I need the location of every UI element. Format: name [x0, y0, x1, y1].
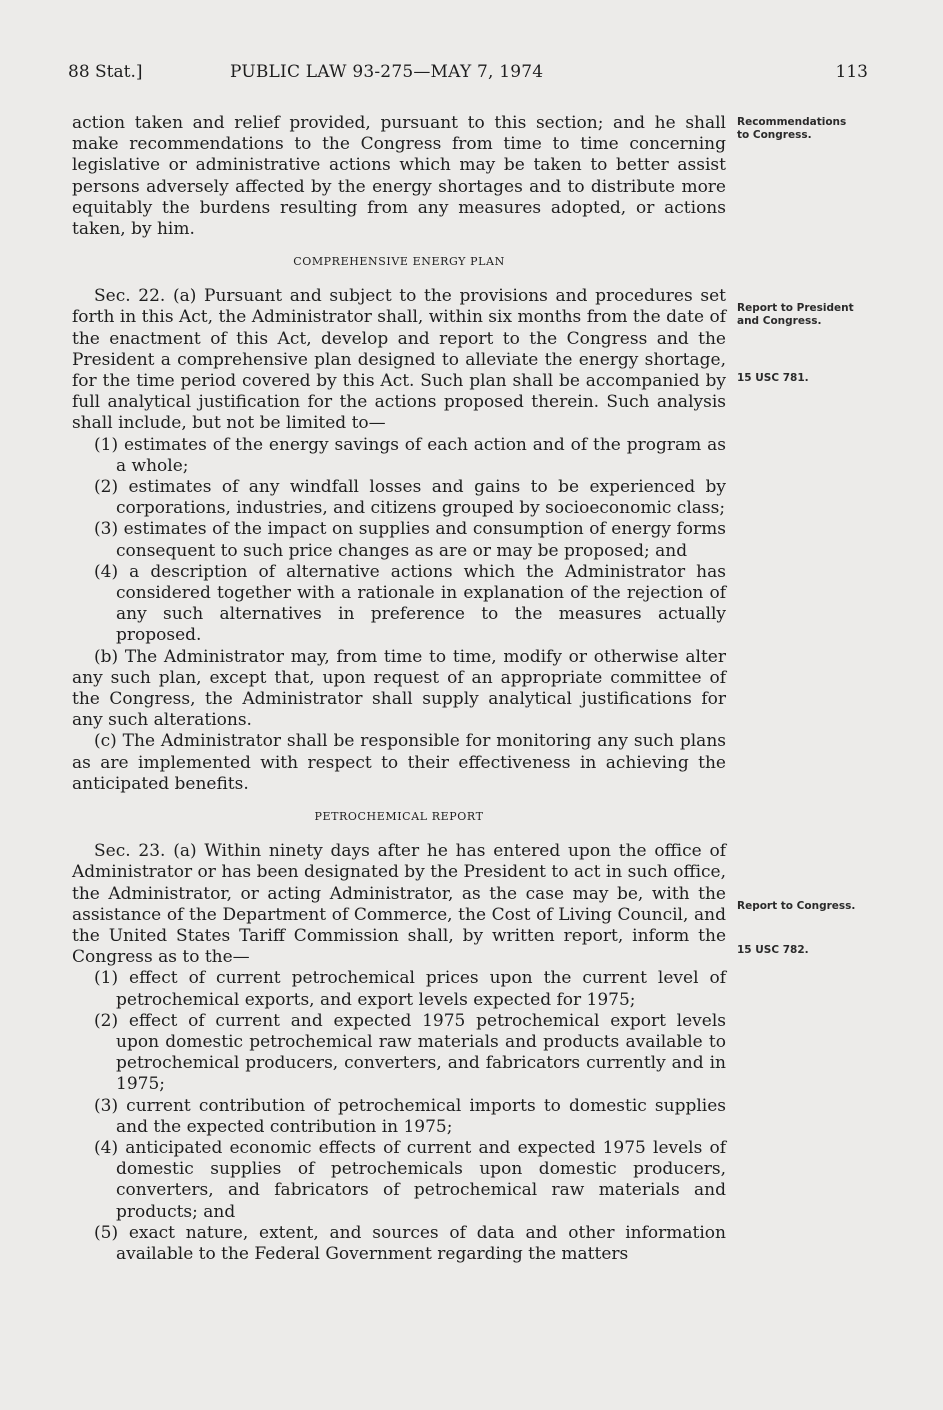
list-item: (1) effect of current petrochemical prices upon the current level of petrochemical exports, and export levels expected for 1975; [94, 968, 726, 1010]
paragraph-sec22-b: (b) The Administrator may, from time to time, modify or otherwise alter any such plan, except that, upon request of an appropriate committee of the Congress, the Administrator shall supply analytical justifications for any such alterations. [72, 646, 726, 731]
header-title: PUBLIC LAW 93-275—MAY 7, 1974 [230, 62, 544, 82]
paragraph-intro: action taken and relief provided, pursuant to this section; and he shall make recommendations to the Congress from time to time concerning legislative or administrative actions which may be taken to better assist persons adversely affected by the energy shortages and to distribute more equitably the burdens resulting from any measures adopted, or actions taken, by him. [72, 113, 726, 240]
statute-reference: 88 Stat.] [68, 62, 143, 82]
paragraph-sec23-a: Sec. 23. (a) Within ninety days after he has entered upon the office of Administrator or has been designated by the President to act in such office, the Administrator, or acting Administrator, as the case may be, with the assistance of the Department of Commerce, the Cost of Living Council, and the United States Tariff Commission shall, by written report, inform the Congress as to the— [72, 841, 726, 968]
paragraph-sec22-a: Sec. 22. (a) Pursuant and subject to the provisions and procedures set forth in this Act, the Administrator shall, within six months from the date of the enactment of this Act, develop and report to the Congress and the President a comprehensive plan designed to alleviate the energy shortage, for the time period covered by this Act. Such plan shall be accompanied by full analytical justification for the actions proposed therein. Such analysis shall include, but not be limited to— [72, 286, 726, 434]
margin-note-report-president: Report to President and Congress. [737, 302, 854, 327]
paragraph-sec22-c: (c) The Administrator shall be responsible for monitoring any such plans as are implemented with respect to their effectiveness in achieving the anticipated benefits. [72, 731, 726, 794]
margin-note-recommendations: Recommendations to Congress. [737, 116, 847, 141]
margin-note-report-congress: Report to Congress. [737, 900, 856, 912]
list-item: (3) estimates of the impact on supplies and consumption of energy forms consequent to such price changes as are or may be proposed; and [94, 519, 726, 561]
section-heading-energy-plan: COMPREHENSIVE ENERGY PLAN [293, 255, 505, 269]
list-item: (2) effect of current and expected 1975 petrochemical export levels upon domestic petrochemical raw materials and products available to petrochemical producers, converters, and fabricators currently and in 1975; [94, 1010, 726, 1095]
margin-note-usc-782: 15 USC 782. [737, 944, 809, 956]
body-text [72, 113, 726, 1265]
list-item: (4) anticipated economic effects of current and expected 1975 levels of domestic supplies of petrochemicals upon domestic producers, converters, and fabricators of petrochemical raw materials and products; and [94, 1137, 726, 1222]
list-item: (2) estimates of any windfall losses and gains to be experienced by corporations, industries, and citizens grouped by socioeconomic class; [94, 477, 726, 519]
list-item: (4) a description of alternative actions which the Administrator has considered together with a rationale in explanation of the rejection of any such alternatives in preference to the measures actually proposed. [94, 561, 726, 646]
section-heading-petrochemical: PETROCHEMICAL REPORT [314, 810, 484, 824]
page-number: 113 [835, 62, 868, 82]
list-item: (5) exact nature, extent, and sources of data and other information available to the Federal Government regarding the matters [94, 1222, 726, 1264]
margin-note-usc-781: 15 USC 781. [737, 372, 809, 384]
list-item: (1) estimates of the energy savings of each action and of the program as a whole; [94, 434, 726, 476]
list-item: (3) current contribution of petrochemical imports to domestic supplies and the expected contribution in 1975; [94, 1095, 726, 1137]
running-header [68, 62, 868, 92]
